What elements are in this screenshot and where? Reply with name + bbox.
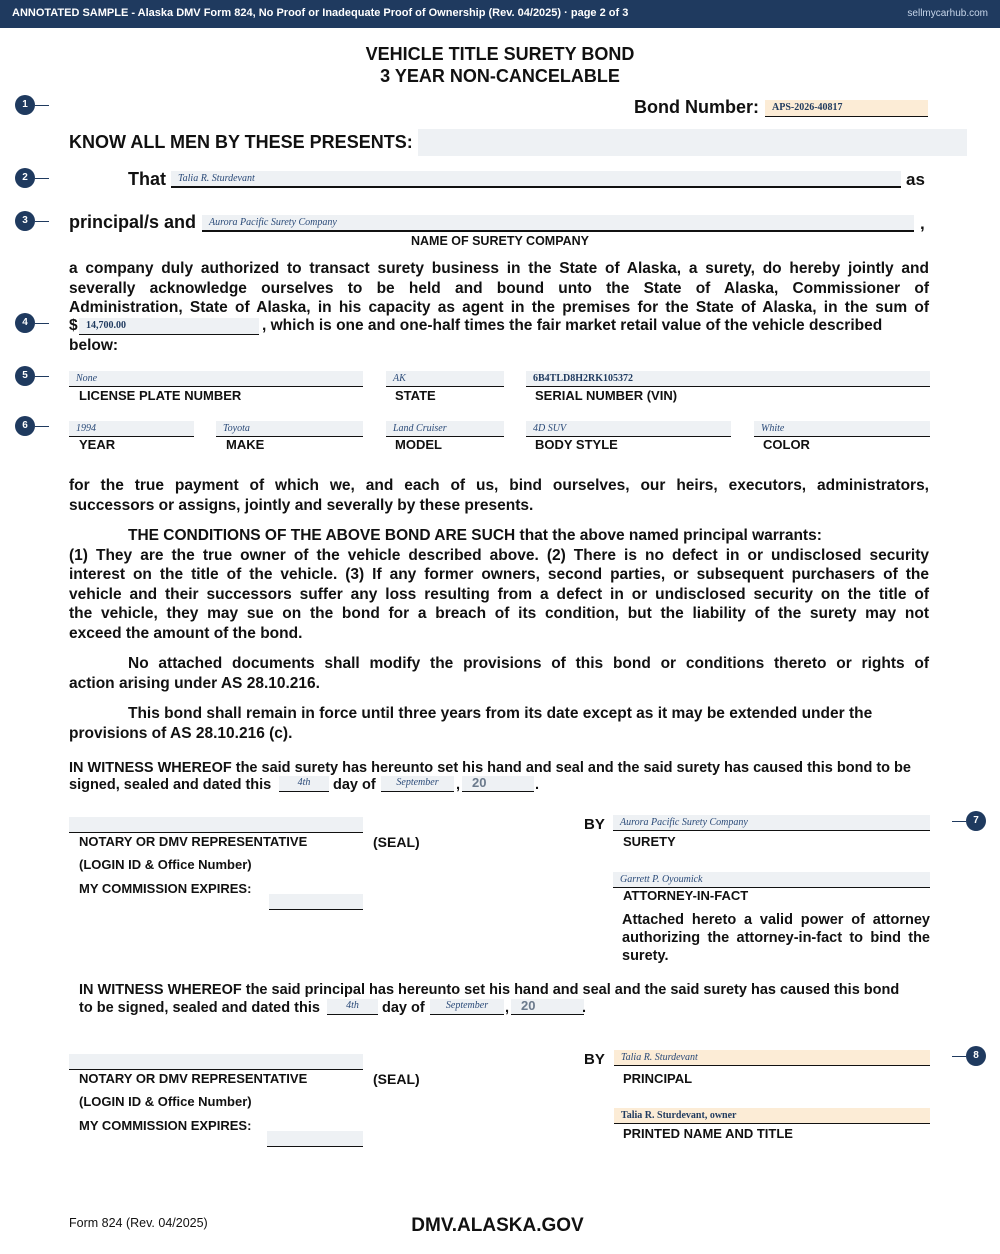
notary-signature-field[interactable] xyxy=(69,1054,363,1070)
marker-tick xyxy=(35,376,49,377)
principal-month-value: September xyxy=(445,1000,489,1011)
state-value: AK xyxy=(393,373,406,384)
year-label: YEAR xyxy=(79,437,116,452)
model-field[interactable] xyxy=(386,421,504,437)
color-field[interactable] xyxy=(754,421,930,437)
notary-signature-field[interactable] xyxy=(69,817,363,833)
that-label: That xyxy=(128,169,166,189)
paragraph-line: severally acknowledge ourselves to be held and bound unto the State of Alaska, Commissioner of xyxy=(69,279,929,297)
principal-signature-value: Talia R. Sturdevant xyxy=(621,1052,698,1063)
banner-title: ANNOTATED SAMPLE - Alaska DMV Form 824, No Proof or Inadequate Proof of Ownership (Rev. 04/2025) · page 2 of 3 xyxy=(12,7,629,19)
paragraph-line: No attached documents shall modify the provisions of this bond or conditions thereto or rights of xyxy=(128,655,929,672)
period-mark: . xyxy=(535,777,540,793)
paragraph-line: vehicle and their successors suffer any loss resulting from a defect in or undisclosed security on the title of xyxy=(69,585,929,603)
witness-surety-signed: signed, sealed and dated this xyxy=(69,777,272,793)
surety-company-value: Aurora Pacific Surety Company xyxy=(209,217,337,228)
principal-day-field[interactable] xyxy=(327,999,378,1015)
annotation-marker-4: 4 xyxy=(15,313,35,333)
blank-field[interactable] xyxy=(418,129,967,156)
surety-month-value: September xyxy=(396,777,439,788)
principal-label: PRINCIPAL xyxy=(623,1071,693,1086)
know-all-heading: KNOW ALL MEN BY THESE PRESENTS: xyxy=(69,132,413,152)
attorney-in-fact-field[interactable] xyxy=(613,872,930,888)
state-label: STATE xyxy=(395,388,436,403)
year-value: 1994 xyxy=(76,423,96,434)
commission-expires-field[interactable] xyxy=(267,1131,363,1147)
dollar-sign: $ xyxy=(69,317,78,334)
model-value: Land Cruiser xyxy=(393,423,447,434)
surety-label: SURETY xyxy=(623,834,676,849)
make-value: Toyota xyxy=(223,423,250,434)
principal-month-field[interactable] xyxy=(430,999,504,1015)
below-text: below: xyxy=(69,337,119,354)
marker-tick xyxy=(35,105,49,106)
principal-day-value: 4th xyxy=(346,1000,359,1011)
surety-month-field[interactable] xyxy=(381,776,454,792)
surety-signature-value: Aurora Pacific Surety Company xyxy=(620,817,748,828)
license-plate-value: None xyxy=(76,373,98,384)
commission-label: MY COMMISSION EXPIRES: xyxy=(79,1118,252,1133)
conditions-paragraph xyxy=(69,526,929,643)
bond-number-label: Bond Number: xyxy=(634,97,759,117)
witness-principal-line: IN WITNESS WHEREOF the said principal has hereunto set his hand and seal and the said surety has caused this bond xyxy=(79,982,900,998)
principal-name-value: Talia R. Sturdevant xyxy=(178,173,255,184)
marker-tick xyxy=(952,1056,966,1057)
by-label: BY xyxy=(584,1051,605,1068)
color-value: White xyxy=(761,423,785,434)
period-mark: . xyxy=(582,1000,587,1016)
surety-year-prefix: 20 xyxy=(472,775,487,790)
annotation-marker-8: 8 xyxy=(966,1046,986,1066)
annotation-banner xyxy=(0,0,1000,28)
paragraph-line: exceed the amount of the bond. xyxy=(69,624,303,642)
bond-number-field[interactable] xyxy=(765,100,928,117)
notary-label: NOTARY OR DMV REPRESENTATIVE xyxy=(79,1071,308,1086)
amount-tail-text: , which is one and one-half times the fair market retail value of the vehicle described xyxy=(262,317,883,334)
state-field[interactable] xyxy=(386,371,504,387)
by-label: BY xyxy=(584,816,605,833)
vin-value: 6B4TLD8H2RK105372 xyxy=(533,373,634,384)
paragraph-line: the vehicle, they may sue on the bond for a breach of its condition, but the liability of the surety may not xyxy=(69,605,929,622)
annotation-marker-2: 2 xyxy=(15,168,35,188)
marker-tick xyxy=(35,426,49,427)
attorney-in-fact-value: Garrett P. Oyoumick xyxy=(620,874,703,885)
license-plate-label: LICENSE PLATE NUMBER xyxy=(79,388,242,403)
annotation-marker-5: 5 xyxy=(15,366,35,386)
principal-year-field[interactable] xyxy=(511,998,587,1016)
vin-field[interactable] xyxy=(526,371,930,387)
surety-day-field[interactable] xyxy=(279,776,329,792)
form-title: VEHICLE TITLE SURETY BOND xyxy=(365,44,635,64)
bond-amount-value: 14,700.00 xyxy=(86,320,126,331)
note-line: Attached hereto a valid power of attorney xyxy=(622,912,930,928)
paragraph-line: a company duly authorized to transact surety business in the State of Alaska, a surety, do hereby jointly and xyxy=(69,260,929,277)
bond-amount-field[interactable] xyxy=(79,318,259,335)
witness-surety-line: IN WITNESS WHEREOF the said surety has hereunto set his hand and seal and the said surety has caused this bond to be xyxy=(69,760,911,776)
bond-paragraph-1 xyxy=(69,259,929,318)
notary-label: NOTARY OR DMV REPRESENTATIVE xyxy=(79,834,308,849)
form-revision: Form 824 (Rev. 04/2025) xyxy=(69,1216,208,1230)
as-label: as xyxy=(906,170,925,189)
surety-caption: NAME OF SURETY COMPANY xyxy=(410,234,590,248)
commission-label: MY COMMISSION EXPIRES: xyxy=(79,881,252,896)
surety-year-field[interactable] xyxy=(462,776,534,792)
attorney-in-fact-label: ATTORNEY-IN-FACT xyxy=(623,888,749,903)
marker-tick xyxy=(952,821,966,822)
paragraph-line: This bond shall remain in force until three years from its date except as it may be extended under the xyxy=(128,705,873,722)
comma-mark: , xyxy=(920,214,925,233)
body-style-field[interactable] xyxy=(526,421,731,437)
power-of-attorney-note xyxy=(622,911,930,965)
principal-signature-field[interactable] xyxy=(614,1050,930,1066)
bond-number-value: APS-2026-40817 xyxy=(772,102,843,113)
color-label: COLOR xyxy=(763,437,810,452)
annotation-marker-6: 6 xyxy=(15,416,35,436)
surety-day-value: 4th xyxy=(297,777,311,788)
marker-tick xyxy=(35,323,49,324)
make-field[interactable] xyxy=(216,421,363,437)
paragraph-line: interest on the title of the vehicle. (3) If any former owners, second parties, or subsequent purchasers of the xyxy=(69,566,929,583)
bond-paragraph-2 xyxy=(69,476,929,515)
duration-paragraph xyxy=(69,704,929,743)
surety-company-field[interactable] xyxy=(202,215,914,232)
body-style-label: BODY STYLE xyxy=(535,437,618,452)
banner-site: sellmycarhub.com xyxy=(907,8,988,19)
license-plate-field[interactable] xyxy=(69,371,363,387)
seal-label: (SEAL) xyxy=(373,834,420,850)
marker-tick xyxy=(35,221,49,222)
commission-expires-field[interactable] xyxy=(269,894,363,910)
note-line: authorizing the attorney-in-fact to bind the xyxy=(622,930,930,946)
vin-label: SERIAL NUMBER (VIN) xyxy=(535,388,678,403)
paragraph-line: provisions of AS 28.10.216 (c). xyxy=(69,724,293,742)
login-label: (LOGIN ID & Office Number) xyxy=(79,857,252,872)
year-field[interactable] xyxy=(69,421,194,437)
annotation-marker-3: 3 xyxy=(15,211,35,231)
witness-principal-signed: to be signed, sealed and dated this xyxy=(79,1000,320,1016)
day-of-label: day of xyxy=(333,777,376,793)
principal-name-field[interactable] xyxy=(171,171,901,188)
attachments-paragraph xyxy=(69,654,929,693)
annotation-marker-1: 1 xyxy=(15,95,35,115)
day-of-label: day of xyxy=(382,1000,425,1016)
paragraph-line: successors or assigns, jointly and severally by these presents. xyxy=(69,496,534,514)
marker-tick xyxy=(35,178,49,179)
annotation-marker-7: 7 xyxy=(966,811,986,831)
printed-name-label: PRINTED NAME AND TITLE xyxy=(623,1126,793,1141)
printed-name-value: Talia R. Sturdevant, owner xyxy=(621,1110,737,1121)
paragraph-line: (1) They are the true owner of the vehicle described above. (2) There is no defect in or undisclosed security xyxy=(69,546,929,564)
paragraph-line: for the true payment of which we, and each of us, bind ourselves, our heirs, executors, administrators, xyxy=(69,477,929,494)
principal-and-label: principal/s and xyxy=(69,212,197,232)
paragraph-line: Administration, State of Alaska, in his capacity as agent in the premises for the State of Alaska, in the sum of xyxy=(69,299,929,316)
note-line: surety. xyxy=(622,948,669,964)
comma-mark: , xyxy=(505,1000,510,1016)
seal-label: (SEAL) xyxy=(373,1071,420,1087)
paragraph-line: action arising under AS 28.10.216. xyxy=(69,674,320,692)
login-label: (LOGIN ID & Office Number) xyxy=(79,1094,252,1109)
paragraph-line: THE CONDITIONS OF THE ABOVE BOND ARE SUCH that the above named principal warrants: xyxy=(128,527,822,544)
comma-mark: , xyxy=(456,777,461,793)
principal-year-prefix: 20 xyxy=(521,998,536,1013)
surety-signature-field[interactable] xyxy=(613,815,930,831)
dmv-website: DMV.ALASKA.GOV xyxy=(411,1215,584,1236)
body-style-value: 4D SUV xyxy=(533,423,567,434)
make-label: MAKE xyxy=(226,437,265,452)
printed-name-field[interactable] xyxy=(614,1108,930,1124)
form-subtitle: 3 YEAR NON-CANCELABLE xyxy=(380,66,620,86)
model-label: MODEL xyxy=(395,437,442,452)
